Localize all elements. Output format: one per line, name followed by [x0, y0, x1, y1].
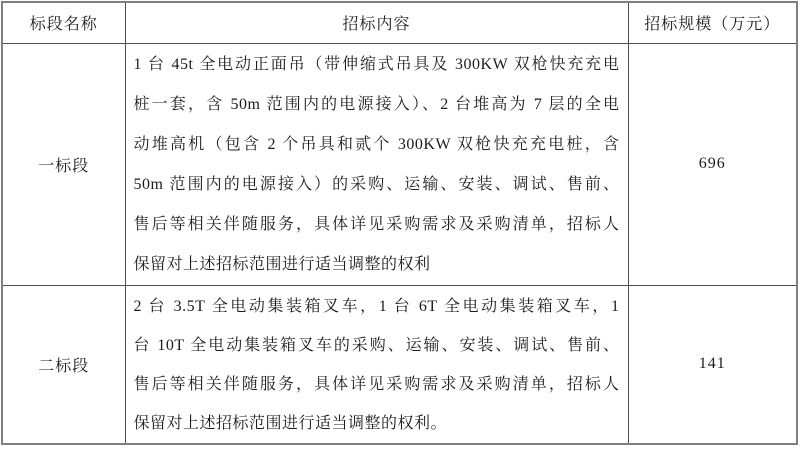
bid-sections-table — [1, 1, 798, 445]
content-line: 保留对上述招标范围进行适当调整的权利 — [133, 255, 431, 273]
section-1-name: 一标段 — [2, 43, 125, 285]
content-line: 动堆高机（包含 2 个吊具和贰个 300KW 双枪快充充电桩，含 — [133, 135, 620, 153]
content-line: 售后等相关伴随服务，具体详见采购需求及采购清单，招标人 — [133, 215, 620, 233]
table-row-section-1 — [2, 43, 797, 285]
header-bid-content: 招标内容 — [125, 2, 628, 43]
content-line: 2 台 3.5T 全电动集装箱叉车，1 台 6T 全电动集装箱叉车，1 — [133, 297, 620, 315]
content-line: 售后等相关伴随服务，具体详见采购需求及采购清单，招标人 — [133, 375, 620, 393]
content-line: 桩一套，含 50m 范围内的电源接入）、2 台堆高为 7 层的全电 — [133, 95, 620, 113]
content-line: 50m 范围内的电源接入）的采购、运输、安装、调试、售前、 — [133, 175, 620, 193]
table-row-section-2 — [2, 285, 797, 444]
content-line: 保留对上述招标范围进行适当调整的权利。 — [133, 414, 448, 432]
header-bid-scale: 招标规模（万元） — [628, 2, 797, 43]
section-1-scale: 696 — [628, 43, 797, 285]
table-header-row — [2, 2, 797, 43]
content-line: 台 10T 全电动集装箱叉车的采购、运输、安装、调试、售前、 — [133, 336, 620, 354]
content-line: 1 台 45t 全电动正面吊（带伸缩式吊具及 300KW 双枪快充充电 — [133, 55, 620, 73]
section-2-content — [125, 285, 628, 444]
section-2-scale: 141 — [628, 285, 797, 444]
section-1-content — [125, 43, 628, 285]
section-2-name: 二标段 — [2, 285, 125, 444]
header-section-name: 标段名称 — [2, 2, 125, 43]
